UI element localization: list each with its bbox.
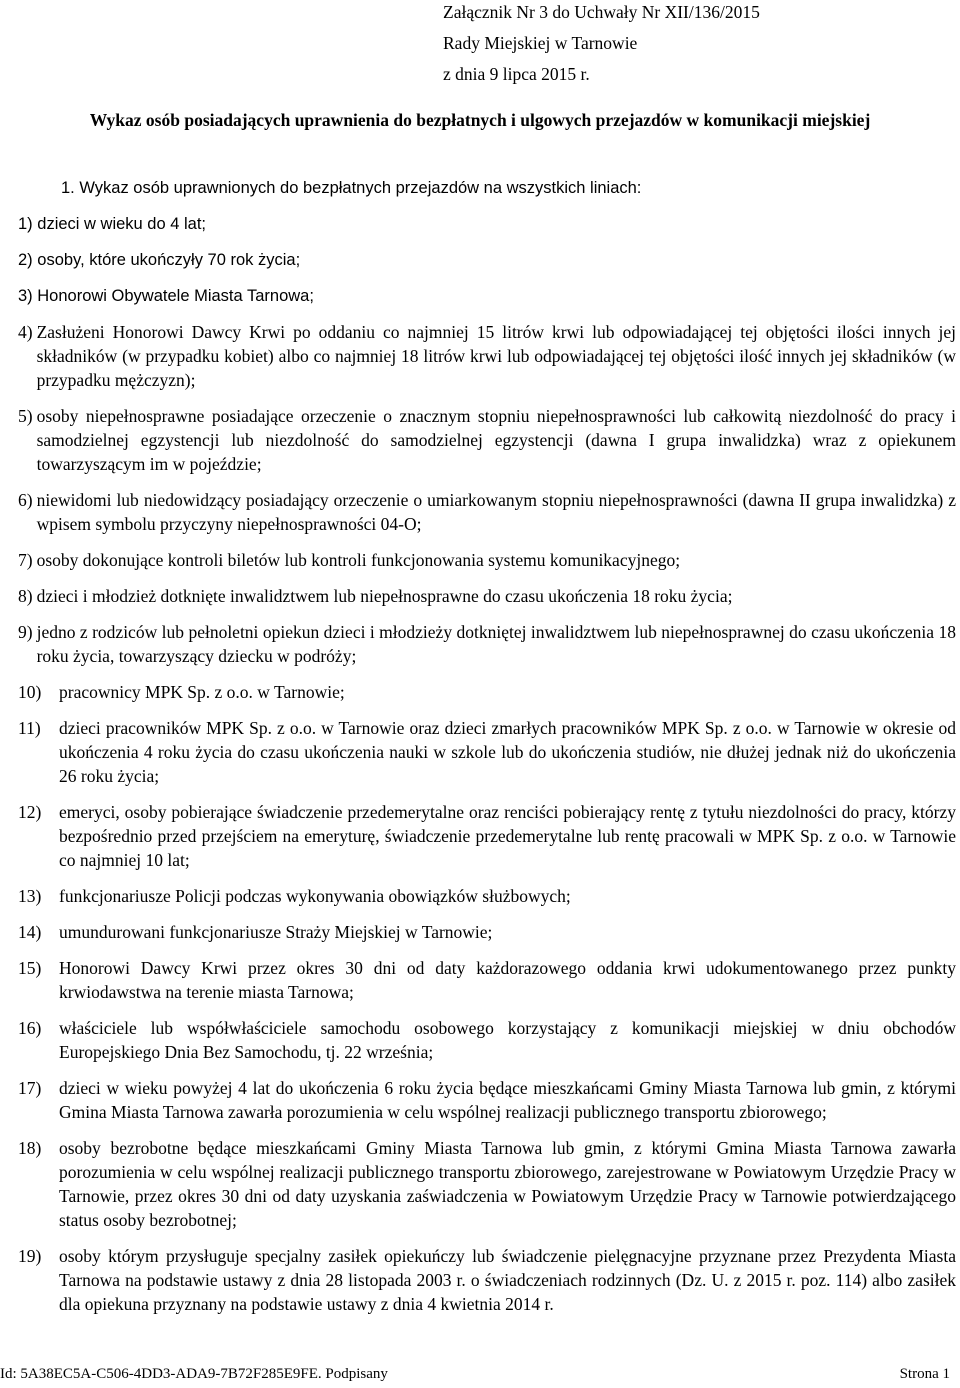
list-item-number: 17) — [18, 1078, 42, 1098]
list-item-number: 8) — [18, 586, 33, 606]
list-item — [18, 404, 956, 476]
list-item — [18, 488, 956, 536]
list-item-number: 6) — [18, 490, 33, 510]
list-item-number: 12) — [18, 802, 42, 822]
list-item-number: 7) — [18, 550, 33, 570]
list-item-text: pracownicy MPK Sp. z o.o. w Tarnowie; — [59, 682, 345, 702]
document-body — [18, 176, 956, 1340]
list-item-text: właściciele lub współwłaściciele samochodu osobowego korzystający z komunikacji miejskiej w dniu obchodów Europejskiego Dnia Bez Samochodu, tj. 22 września; — [59, 1018, 956, 1062]
list-item-text: dzieci w wieku do 4 lat; — [37, 215, 207, 233]
list-item-text: emeryci, osoby pobierające świadczenie przedemerytalne oraz renciści pobierający rentę z tytułu niezdolności do pracy, którzy bezpośrednio przed przejściem na emeryturę, świadczenie przedemerytalne lub rentę pracowali w MPK Sp. z o.o. w Tarnowie co najmniej 10 lat; — [59, 802, 956, 870]
list-item — [18, 884, 956, 908]
list-item — [18, 680, 956, 704]
list-item-text: Honorowi Dawcy Krwi przez okres 30 dni od daty każdorazowego oddania krwi udokumentowanego przez punkty krwiodawstwa na terenie miasta Tarnowa; — [59, 958, 956, 1002]
header-attachment-line: Załącznik Nr 3 do Uchwały Nr XII/136/2015 — [443, 2, 760, 22]
section-heading: 1. Wykaz osób uprawnionych do bezpłatnych przejazdów na wszystkich liniach: — [61, 179, 642, 197]
list-item — [18, 212, 956, 236]
list-item-text: dzieci w wieku powyżej 4 lat do ukończenia 6 roku życia będące mieszkańcami Gminy Miasta Tarnowa lub gmin, z którymi Gmina Miasta Tarnowa zawarła porozumienia w celu wspólnej realizacji publicznego transportu zbiorowego; — [59, 1078, 956, 1122]
list-item-text: osoby, które ukończyły 70 rok życia; — [37, 251, 301, 269]
list-item-number: 19) — [18, 1246, 42, 1266]
list-item-number: 16) — [18, 1018, 42, 1038]
signature-id: Id: 5A38EC5A-C506-4DD3-ADA9-7B72F285E9FE. Podpisany — [0, 1366, 388, 1382]
list-item-number: 15) — [18, 958, 42, 978]
list-item-text: funkcjonariusze Policji podczas wykonywania obowiązków służbowych; — [59, 886, 571, 906]
list-item — [18, 284, 956, 308]
list-item-number: 10) — [18, 682, 42, 702]
list-item-text: osoby którym przysługuje specjalny zasiłek opiekuńczy lub świadczenie pielęgnacyjne przyznane przez Prezydenta Miasta Tarnowa na podstawie ustawy z dnia 28 listopada 2003 r. o świadczeniach rodzinnych (Dz. U. z 2015 r. poz. 114) albo zasiłek dla opiekuna przyznany na podstawie ustawy z dnia 4 kwietnia 2014 r. — [59, 1246, 956, 1314]
list-item-text: niewidomi lub niedowidzący posiadający orzeczenie o umiarkowanym stopniu niepełnosprawności (dawna II grupa inwalidzka) z wpisem symbolu przyczyny niepełnosprawności 04-O; — [36, 490, 956, 534]
header-date-line: z dnia 9 lipca 2015 r. — [443, 64, 590, 84]
list-item-text: osoby niepełnosprawne posiadające orzeczenie o znacznym stopniu niepełnosprawności lub całkowitą niezdolność do pracy i samodzielnej egzystencji lub niezdolność do samodzielnej egzystencji (dawna I grupa inwalidzka) wraz z opiekunem towarzyszącym im w pojeździe; — [36, 406, 956, 474]
list-item-number: 9) — [18, 622, 33, 642]
list-item — [18, 620, 956, 668]
list-item-number: 11) — [18, 718, 41, 738]
list-item-number: 2) — [18, 251, 33, 269]
list-item — [18, 548, 956, 572]
list-item-text: osoby dokonujące kontroli biletów lub kontroli funkcjonowania systemu komunikacyjnego; — [36, 550, 681, 570]
header-council-line: Rady Miejskiej w Tarnowie — [443, 33, 638, 53]
list-item-text: dzieci pracowników MPK Sp. z o.o. w Tarnowie oraz dzieci zmarłych pracowników MPK Sp. z o.o. w Tarnowie w okresie od ukończenia 4 roku życia do czasu ukończenia nauki w szkole lub do ukończenia studiów, nie dłużej jednak niż do ukończenia 26 roku życia; — [59, 718, 956, 786]
list-item — [18, 956, 956, 1004]
list-item — [18, 920, 956, 944]
list-item-number: 14) — [18, 922, 42, 942]
list-item-number: 4) — [18, 322, 33, 342]
list-item-number: 5) — [18, 406, 33, 426]
list-item — [18, 248, 956, 272]
list-item-text: umundurowani funkcjonariusze Straży Miejskiej w Tarnowie; — [59, 922, 493, 942]
list-item-text: dzieci i młodzież dotknięte inwalidztwem lub niepełnosprawne do czasu ukończenia 18 roku życia; — [36, 586, 733, 606]
list-item-number: 18) — [18, 1138, 42, 1158]
list-item — [18, 1016, 956, 1064]
list-item — [18, 800, 956, 872]
document-header — [443, 1, 923, 94]
list-item-number: 1) — [18, 215, 33, 233]
list-item — [18, 320, 956, 392]
list-item-text: Zasłużeni Honorowi Dawcy Krwi po oddaniu co najmniej 15 litrów krwi lub odpowiadającej tej objętości ilości innych jej składników (w przypadku kobiet) albo co najmniej 18 litrów krwi lub odpowiadającej tej objętości ilość innych jej składników (w przypadku mężczyzn); — [36, 322, 956, 390]
list-item-text: jedno z rodziców lub pełnoletni opiekun dzieci i młodzieży dotkniętej inwalidztwem lub niepełnosprawnej do czasu ukończenia 18 roku życia, towarzyszący dziecku w podróży; — [36, 622, 956, 666]
page-number: Strona 1 — [899, 1366, 950, 1382]
list-item — [18, 1076, 956, 1124]
document-title: Wykaz osób posiadających uprawnienia do bezpłatnych i ulgowych przejazdów w komunikacji miejskiej — [89, 110, 871, 130]
list-item — [18, 1244, 956, 1316]
list-item-text: Honorowi Obywatele Miasta Tarnowa; — [37, 287, 314, 305]
list-item-text: osoby bezrobotne będące mieszkańcami Gminy Miasta Tarnowa lub gmin, z którymi Gmina Miasta Tarnowa zawarła porozumienia w celu wspólnej realizacji publicznego transportu zbiorowego, zarejestrowane w Powiatowym Urzędzie Pracy w Tarnowie, przez okres 30 dni od daty uzyskania zaświadczenia w Powiatowym Urzędzie Pracy w Tarnowie potwierdzającego status osoby bezrobotnej; — [59, 1138, 956, 1230]
list-item — [18, 716, 956, 788]
list-item — [18, 584, 956, 608]
list-item-number: 3) — [18, 287, 33, 305]
list-item-number: 13) — [18, 886, 42, 906]
list-item — [18, 1136, 956, 1232]
